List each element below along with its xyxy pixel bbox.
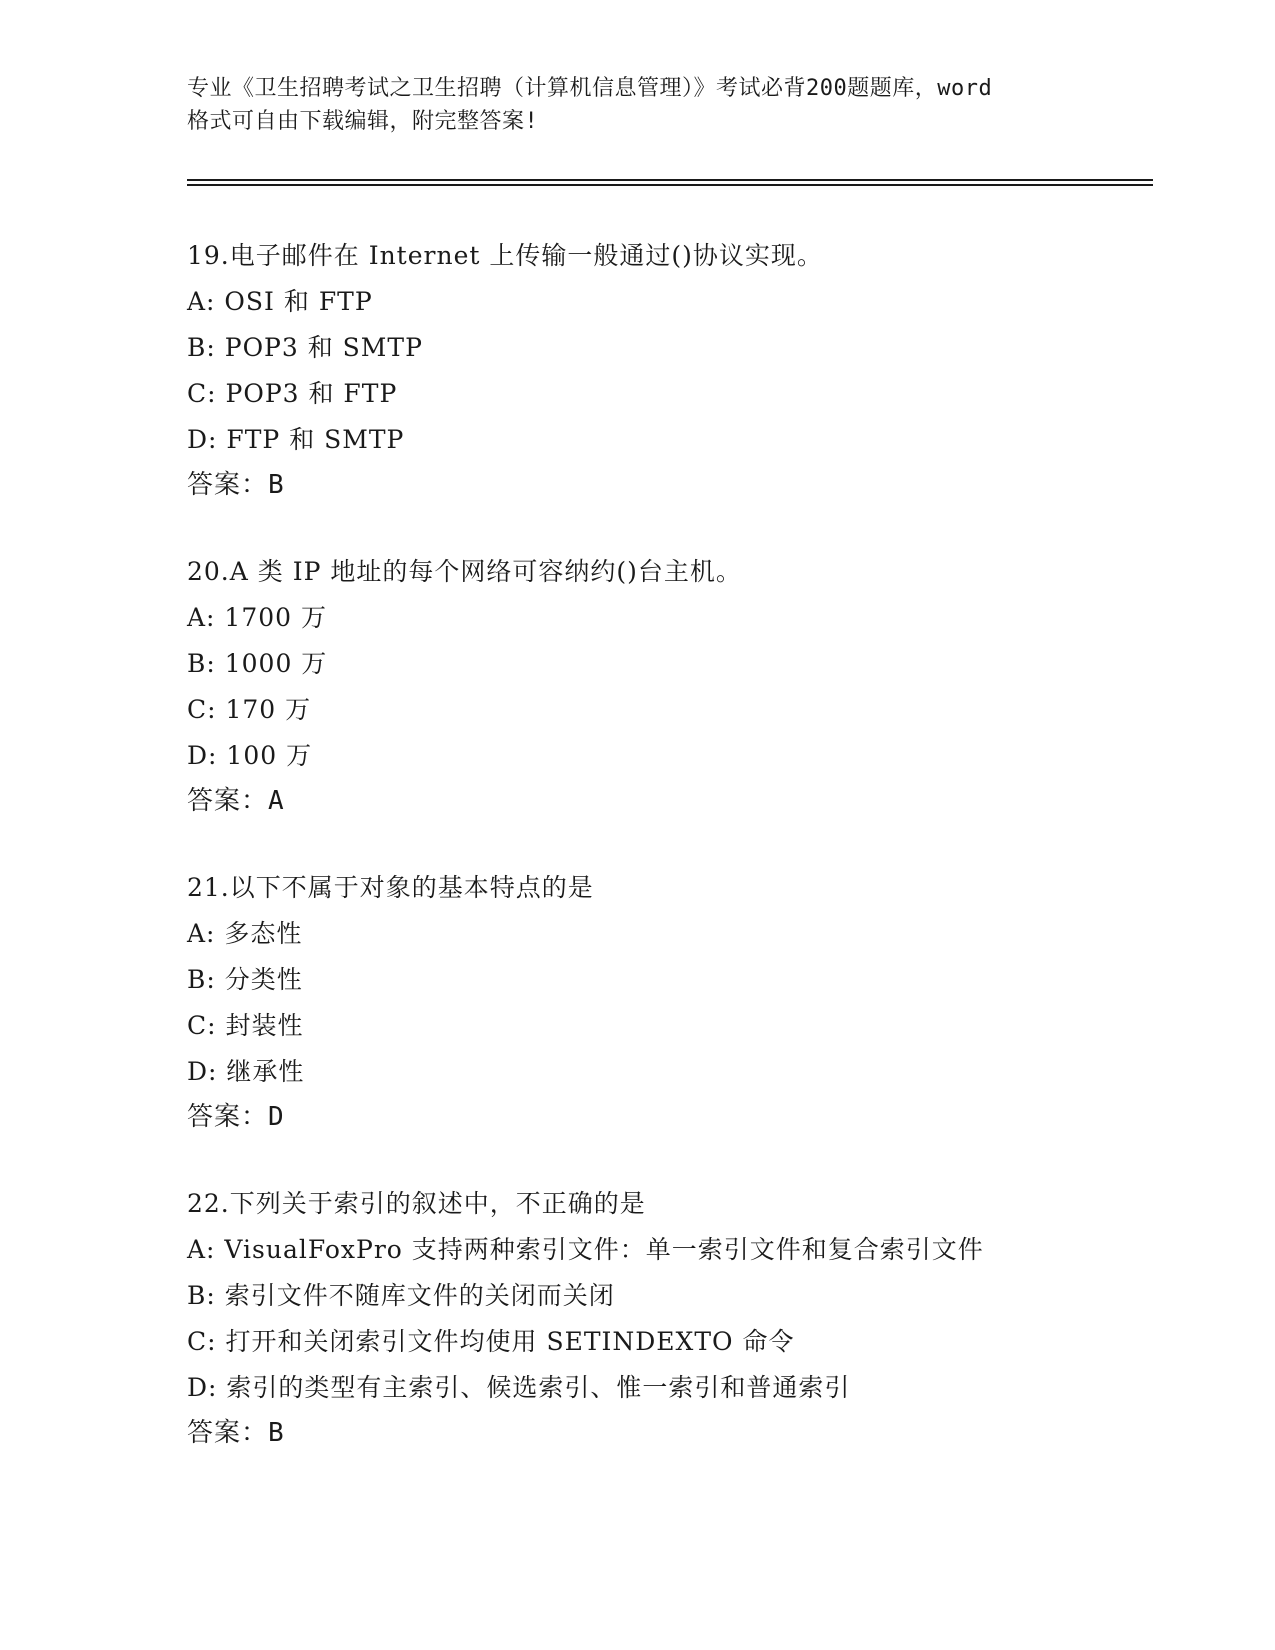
- option-b: B: 索引文件不随库文件的关闭而关闭: [187, 1281, 615, 1310]
- document-header: [187, 72, 1087, 138]
- option-b: B: POP3 和 SMTP: [187, 333, 423, 362]
- question-text: 20.A 类 IP 地址的每个网络可容纳约()台主机。: [187, 557, 742, 586]
- header-line-2: 格式可自由下载编辑，附完整答案!: [187, 109, 539, 134]
- option-d: D: FTP 和 SMTP: [187, 425, 405, 454]
- option-d: D: 索引的类型有主索引、候选索引、惟一索引和普通索引: [187, 1373, 851, 1402]
- option-a: A: 1700 万: [187, 603, 327, 632]
- option-a: A: VisualFoxPro 支持两种索引文件：单一索引文件和复合索引文件: [187, 1235, 984, 1264]
- question-22: [187, 1181, 1153, 1455]
- answer-label: 答案：B: [187, 1418, 285, 1448]
- option-c: C: POP3 和 FTP: [187, 379, 398, 408]
- option-c: C: 封装性: [187, 1011, 304, 1040]
- question-20: [187, 549, 1153, 823]
- header-divider-top: [187, 179, 1153, 181]
- option-c: C: 打开和关闭索引文件均使用 SETINDEXTO 命令: [187, 1327, 795, 1356]
- answer-label: 答案：D: [187, 1102, 285, 1132]
- option-a: A: OSI 和 FTP: [187, 287, 373, 316]
- question-19: [187, 233, 1153, 507]
- question-list: [187, 233, 1153, 1497]
- option-c: C: 170 万: [187, 695, 312, 724]
- question-text: 21.以下不属于对象的基本特点的是: [187, 873, 594, 902]
- option-a: A: 多态性: [187, 919, 303, 948]
- answer-label: 答案：B: [187, 470, 285, 500]
- header-line-1: 专业《卫生招聘考试之卫生招聘（计算机信息管理）》考试必背200题题库，word: [187, 76, 993, 101]
- answer-label: 答案：A: [187, 786, 285, 816]
- option-d: D: 100 万: [187, 741, 313, 770]
- header-divider-bottom: [187, 184, 1153, 186]
- question-text: 19.电子邮件在 Internet 上传输一般通过()协议实现。: [187, 241, 823, 270]
- option-d: D: 继承性: [187, 1057, 305, 1086]
- question-text: 22.下列关于索引的叙述中，不正确的是: [187, 1189, 646, 1218]
- option-b: B: 1000 万: [187, 649, 328, 678]
- option-b: B: 分类性: [187, 965, 303, 994]
- question-21: [187, 865, 1153, 1139]
